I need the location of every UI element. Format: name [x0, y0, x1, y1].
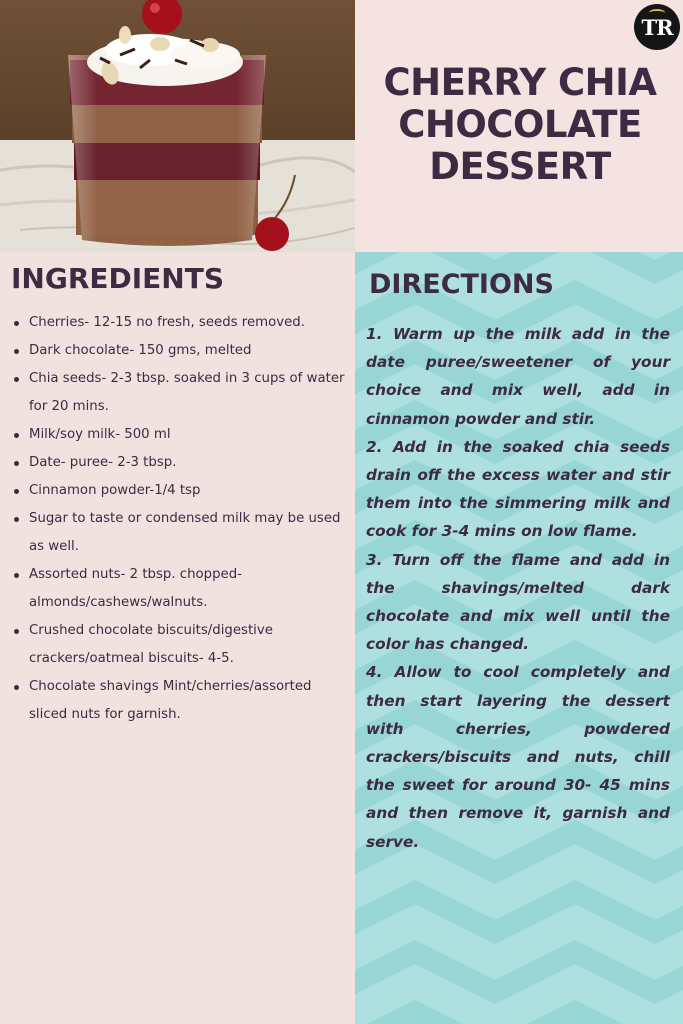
ingredient-item: Crushed chocolate biscuits/digestive crackers/oatmeal biscuits- 4-5.	[10, 617, 345, 673]
direction-step: 1. Warm up the milk add in the date puree/sweetener of your choice and mix well, add in cinnamon powder and stir.	[366, 325, 670, 428]
directions-heading: DIRECTIONS	[369, 269, 554, 300]
ingredient-item: Chia seeds- 2-3 tbsp. soaked in 3 cups of water for 20 mins.	[10, 365, 345, 421]
brand-logo	[634, 4, 680, 50]
ingredient-item: Cinnamon powder-1/4 tsp	[10, 477, 345, 505]
ingredients-heading: INGREDIENTS	[11, 262, 225, 295]
ingredient-item: Milk/soy milk- 500 ml	[10, 421, 345, 449]
title-line-3: DESSERT	[429, 145, 611, 188]
directions-text	[366, 320, 670, 856]
ingredients-list	[10, 309, 345, 729]
ingredient-item: Assorted nuts- 2 tbsp. chopped- almonds/cashews/walnuts.	[10, 561, 345, 617]
ingredient-item: Dark chocolate- 150 gms, melted	[10, 337, 345, 365]
title-line-2: CHOCOLATE	[398, 103, 642, 146]
ingredient-item: Date- puree- 2-3 tbsp.	[10, 449, 345, 477]
title-line-1: CHERRY CHIA	[383, 61, 657, 104]
logo-text: TR	[641, 14, 673, 40]
ingredient-item: Sugar to taste or condensed milk may be used as well.	[10, 505, 345, 561]
dessert-photo	[0, 0, 355, 252]
direction-step: 4. Allow to cool completely and then start layering the dessert with cherries, powdered crackers/biscuits and nuts, chill the sweet for around 30- 45 mins and then remove it, garnish and serve.	[366, 663, 670, 851]
recipe-title	[370, 62, 670, 188]
direction-step: 2. Add in the soaked chia seeds drain off the excess water and stir them into the simmering milk and cook for 3-4 mins on low flame.	[366, 437, 670, 541]
ingredient-item: Cherries- 12-15 no fresh, seeds removed.	[10, 309, 345, 337]
crown-icon	[649, 9, 665, 17]
dessert-photo-illustration	[0, 0, 355, 252]
ingredient-item: Chocolate shavings Mint/cherries/assorted sliced nuts for garnish.	[10, 673, 345, 729]
direction-step: 3. Turn off the flame and add in the shavings/melted dark chocolate and mix well until the color has changed.	[366, 550, 670, 654]
